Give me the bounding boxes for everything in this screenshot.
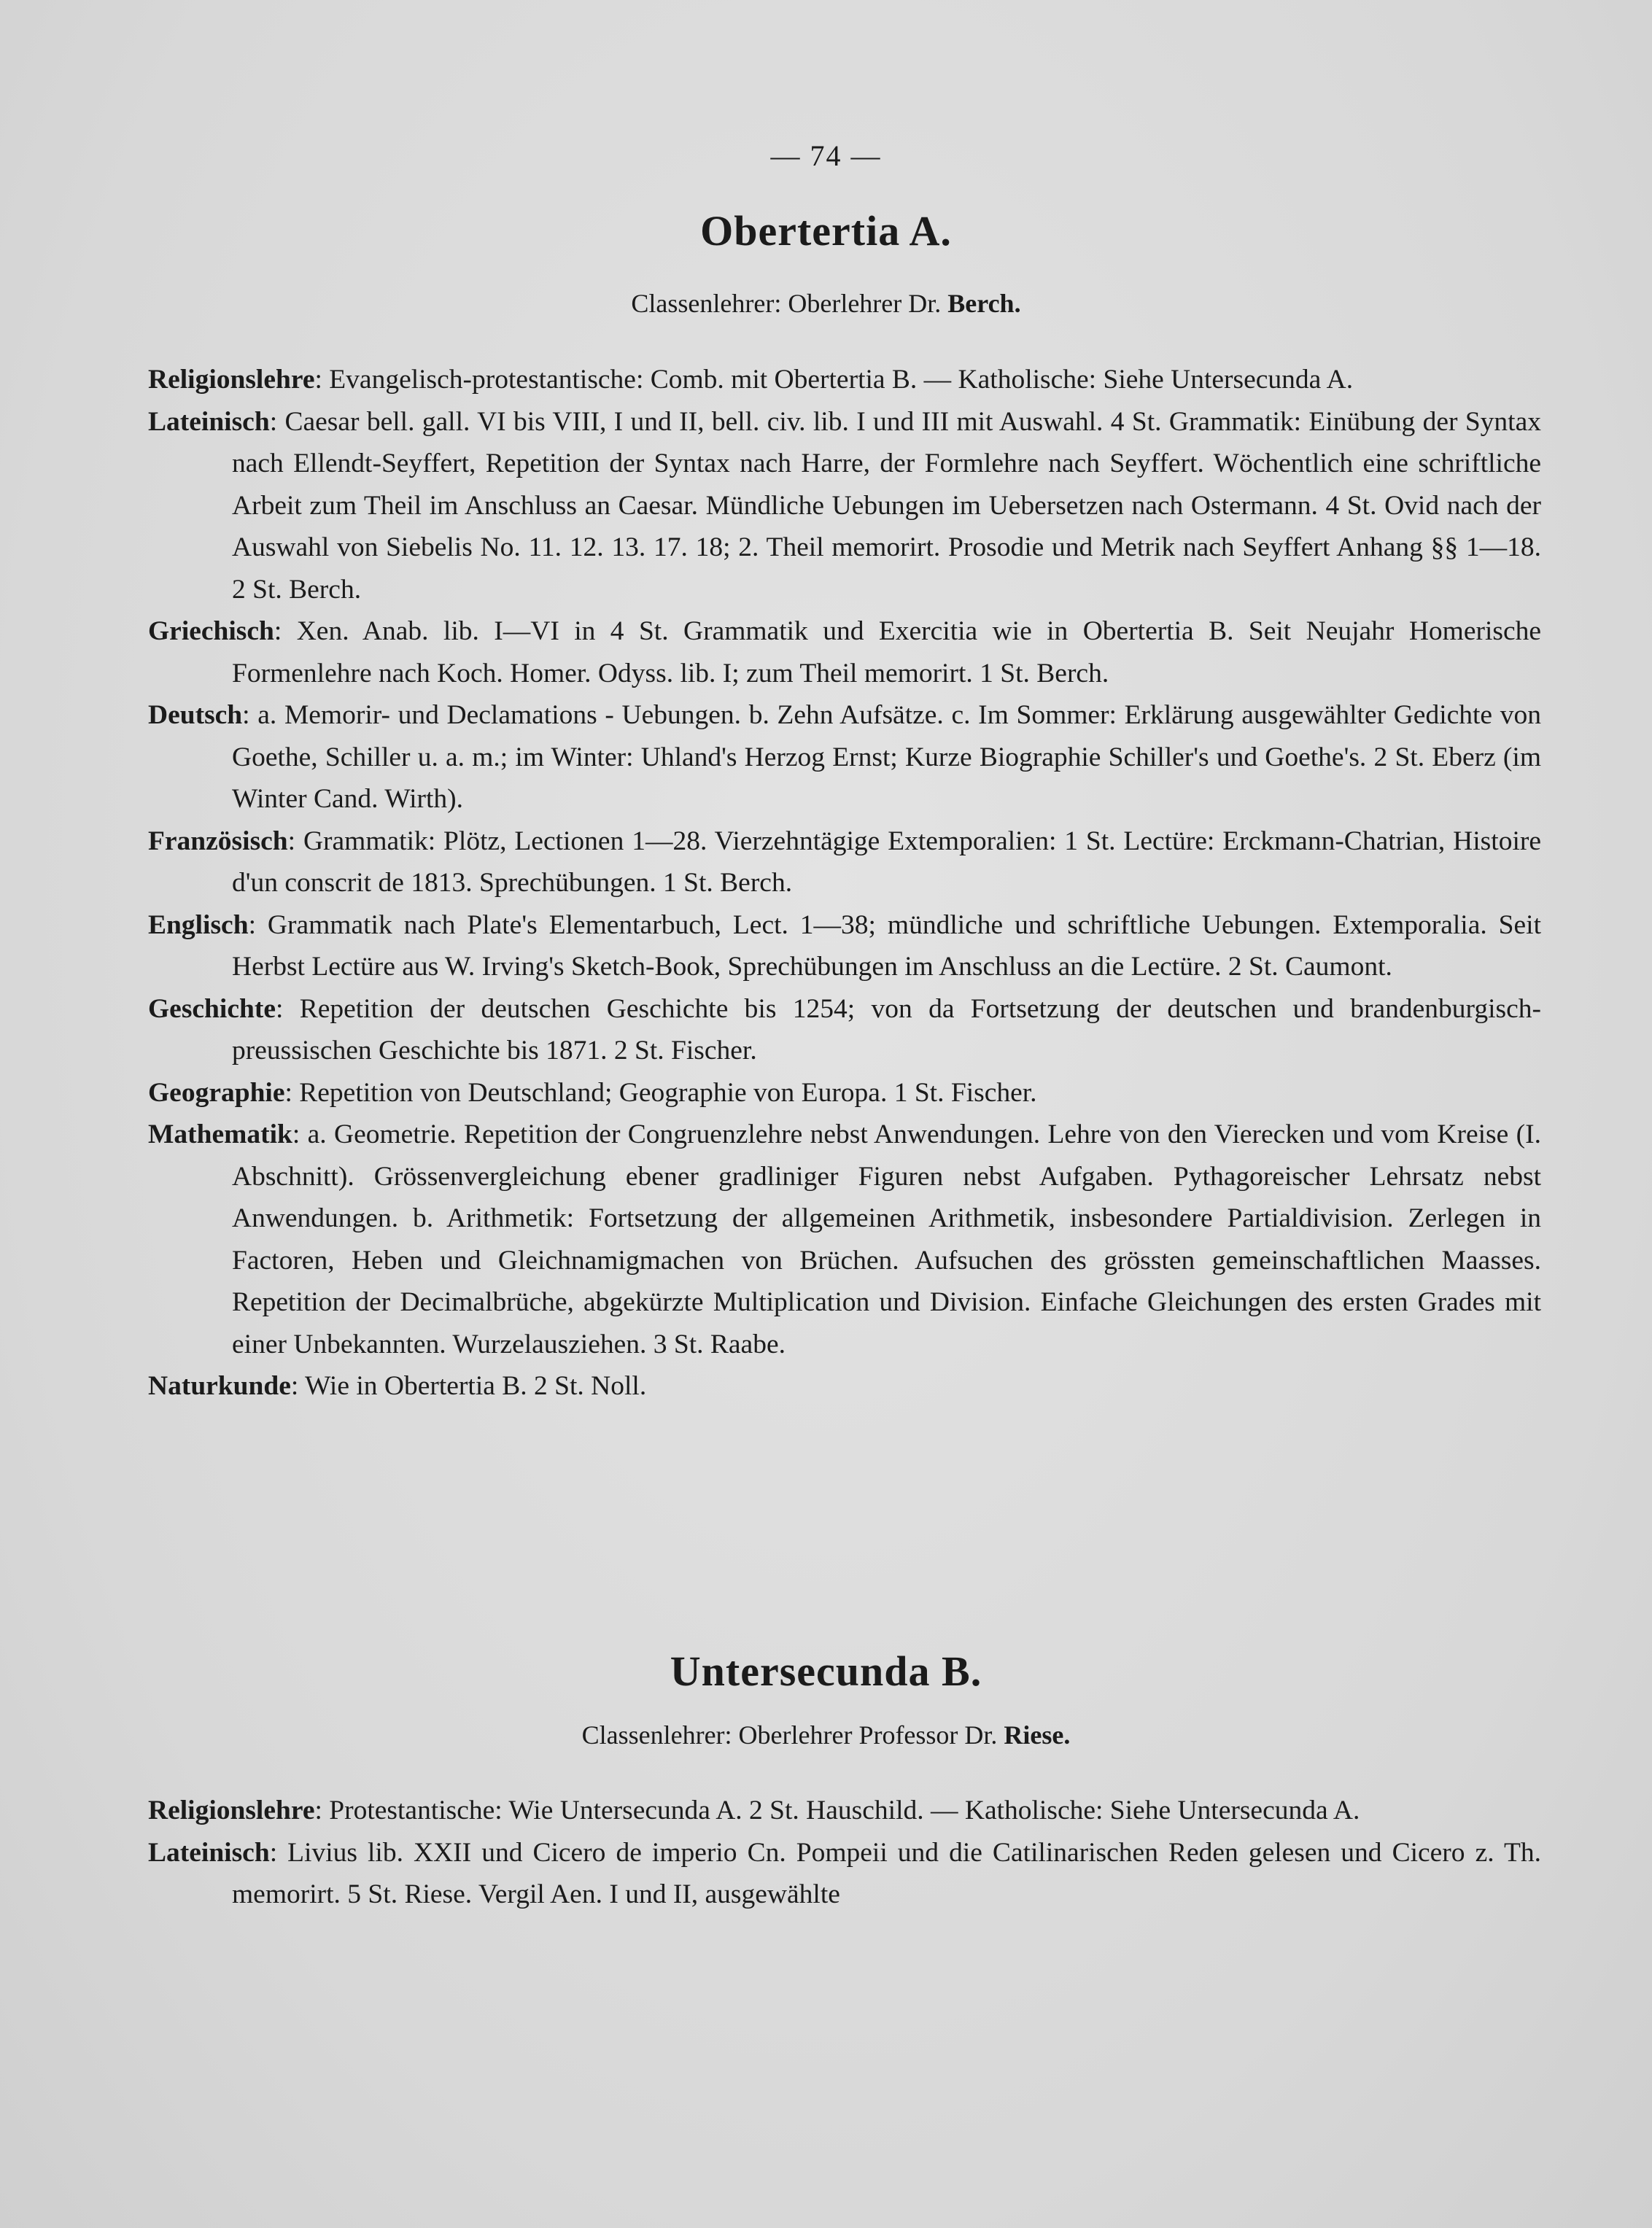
subject-label: Deutsch	[148, 700, 243, 730]
subject-text: : Caesar bell. gall. VI bis VIII, I und II, bell. civ. lib. I und III mit Auswahl. 4 St. Grammatik: Einübung der Syntax nach Ellendt-Seyffert, Repetition der Syntax nach Harre, der Formlehre nach Seyffert. Wöchentlich eine schriftliche Arbeit zum Theil im Anschluss an Caesar. Mündliche Uebungen im Uebersetzen nach Ostermann. 4 St. Ovid nach der Auswahl von Siebelis No. 11. 12. 13. 17. 18; 2. Theil memorirt. Prosodie und Metrik nach Seyffert Anhang §§ 1—18. 2 St. Berch.	[232, 406, 1541, 605]
entry-mathematik	[148, 1114, 1541, 1365]
subject-text: : Repetition von Deutschland; Geographie von Europa. 1 St. Fischer.	[284, 1077, 1037, 1108]
curriculum-list	[148, 359, 1541, 1408]
subject-text: : Protestantische: Wie Untersecunda A. 2 St. Hauschild. — Katholische: Siehe Untersecunda A.	[314, 1796, 1360, 1825]
entry-geographie	[148, 1072, 1541, 1114]
subject-text: : Grammatik nach Plate's Elementarbuch, Lect. 1—38; mündliche und schriftliche Uebungen. Extemporalia. Seit Herbst Lectüre aus W. Irving's Sketch-Book, Sprechübungen im Anschluss an die Lectüre. 2 St. Caumont.	[232, 909, 1541, 982]
class-teacher-label: Classenlehrer: Oberlehrer Dr.	[631, 289, 942, 318]
subject-text: : Repetition der deutschen Geschichte bis 1254; von da Fortsetzung der deutschen und brandenburgisch-preussischen Geschichte bis 1871. 2 St. Fischer.	[232, 993, 1541, 1066]
curriculum-list	[148, 1790, 1541, 1916]
subject-text: : Xen. Anab. lib. I—VI in 4 St. Grammatik und Exercitia wie in Obertertia B. Seit Neujahr Homerische Formenlehre nach Koch. Homer. Odyss. lib. I; zum Theil memorirt. 1 St. Berch.	[232, 616, 1541, 688]
subject-text: : Grammatik: Plötz, Lectionen 1—28. Vierzehntägige Extemporalien: 1 St. Lectüre: Erckmann-Chatrian, Histoire d'un conscrit de 1813. Sprechübungen. 1 St. Berch.	[232, 826, 1541, 898]
subject-text: : Evangelisch-protestantische: Comb. mit Obertertia B. — Katholische: Siehe Untersecunda A.	[314, 365, 1354, 395]
subject-label: Religionslehre	[148, 365, 315, 395]
subject-label: Französisch	[148, 826, 288, 856]
subject-label: Religionslehre	[148, 1796, 315, 1825]
entry-lateinisch	[148, 1832, 1541, 1916]
entry-franzoesisch	[148, 820, 1541, 904]
entry-lateinisch	[148, 401, 1541, 611]
entry-religionslehre	[148, 1790, 1541, 1832]
section-title-untersecunda-b: Untersecunda B.	[670, 1647, 982, 1695]
entry-religionslehre	[148, 359, 1541, 401]
subject-label: Lateinisch	[148, 406, 270, 437]
subject-text: : a. Geometrie. Repetition der Congruenzlehre nebst Anwendungen. Lehre von den Vierecken und vom Kreise (I. Abschnitt). Grössenvergleichung ebener gradliniger Figuren nebst Aufgaben. Pythagoreischer Lehrsatz nebst Anwendungen. b. Arithmetik: Fortsetzung der allgemeinen Arithmetik, insbesondere Partialdivision. Zerlegen in Factoren, Heben und Gleichnamigmachen von Brüchen. Aufsuchen des grössten gemeinschaftlichen Maasses. Repetition der Decimalbrüche, abgekürzte Multiplication und Division. Einfache Gleichungen des ersten Grades mit einer Unbekannten. Wurzelausziehen. 3 St. Raabe.	[232, 1119, 1541, 1359]
subject-text: : Wie in Obertertia B. 2 St. Noll.	[290, 1371, 647, 1401]
subject-label: Geschichte	[148, 993, 276, 1024]
entry-deutsch	[148, 694, 1541, 820]
subject-label: Mathematik	[148, 1119, 292, 1149]
subject-label: Lateinisch	[148, 1837, 270, 1868]
subject-label: Griechisch	[148, 616, 274, 646]
class-teacher-name: Berch.	[947, 289, 1021, 318]
class-teacher-label: Classenlehrer: Oberlehrer Professor Dr.	[581, 1720, 998, 1750]
class-teacher-name: Riese.	[1004, 1720, 1071, 1750]
entry-naturkunde	[148, 1365, 1541, 1408]
subject-label: Geographie	[148, 1077, 285, 1108]
section-title-obertertia-a: Obertertia A.	[700, 207, 952, 255]
subject-text: : Livius lib. XXII und Cicero de imperio Cn. Pompeii und die Catilinarischen Reden gelesen und Cicero z. Th. memorirt. 5 St. Riese. Vergil Aen. I und II, ausgewählte	[232, 1837, 1541, 1909]
class-teacher-line	[0, 1720, 1652, 1750]
subject-text: : a. Memorir- und Declamations - Uebungen. b. Zehn Aufsätze. c. Im Sommer: Erklärung ausgewählter Gedichte von Goethe, Schiller u. a. m.; im Winter: Uhland's Herzog Ernst; Kurze Biographie Schiller's und Goethe's. 2 St. Eberz (im Winter Cand. Wirth).	[232, 700, 1541, 814]
subject-label: Englisch	[148, 909, 249, 940]
entry-geschichte	[148, 988, 1541, 1072]
class-teacher-line	[0, 288, 1652, 319]
entry-englisch	[148, 904, 1541, 988]
page-number: — 74 —	[770, 139, 882, 172]
subject-label: Naturkunde	[148, 1371, 291, 1401]
entry-griechisch	[148, 610, 1541, 694]
